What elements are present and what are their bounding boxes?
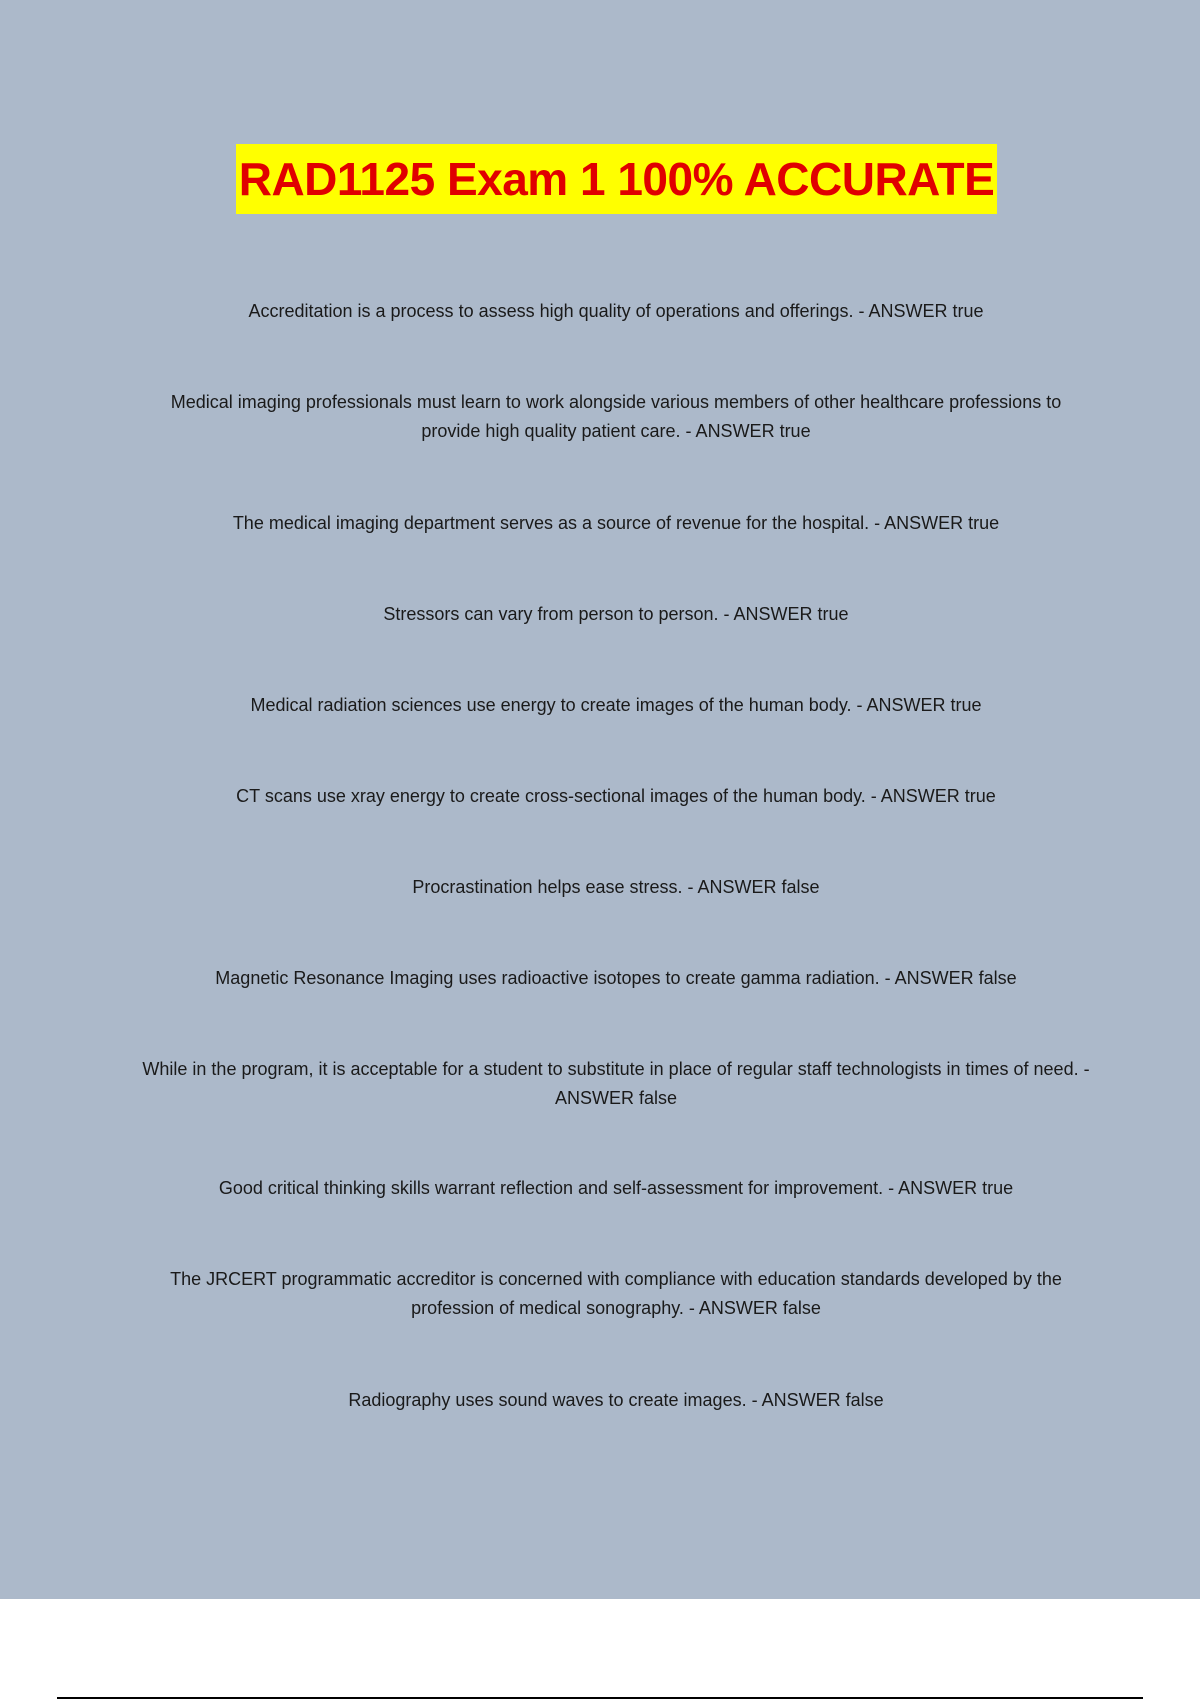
- question-item: Radiography uses sound waves to create images. - ANSWER false: [348, 1390, 884, 1410]
- question-item: Stressors can vary from person to person. - ANSWER true: [383, 604, 849, 624]
- question-item: While in the program, it is acceptable for a student to substitute in place of regular staff technologists in times of need. - ANSWER false: [142, 1059, 1090, 1108]
- question-item: Accreditation is a process to assess high quality of operations and offerings. - ANSWER true: [248, 301, 984, 321]
- question-item: Medical radiation sciences use energy to create images of the human body. - ANSWER true: [250, 695, 982, 715]
- question-item: The medical imaging department serves as a source of revenue for the hospital. - ANSWER true: [232, 513, 1000, 533]
- question-item: Magnetic Resonance Imaging uses radioactive isotopes to create gamma radiation. - ANSWER false: [215, 968, 1017, 988]
- question-item: CT scans use xray energy to create cross-sectional images of the human body. - ANSWER true: [236, 786, 996, 806]
- title-block: [0, 144, 1200, 214]
- document-title: RAD1125 Exam 1 100% ACCURATE: [236, 144, 998, 214]
- question-item: Procrastination helps ease stress. - ANSWER false: [412, 877, 820, 897]
- question-item: Medical imaging professionals must learn to work alongside various members of other healthcare professions to provide high quality patient care. - ANSWER true: [170, 392, 1062, 441]
- question-item: The JRCERT programmatic accreditor is concerned with compliance with education standards developed by the profession of medical sonography. - ANSWER false: [170, 1269, 1062, 1318]
- question-item: Good critical thinking skills warrant reflection and self-assessment for improvement. - ANSWER true: [218, 1178, 1014, 1198]
- footer-divider: [57, 1697, 1143, 1699]
